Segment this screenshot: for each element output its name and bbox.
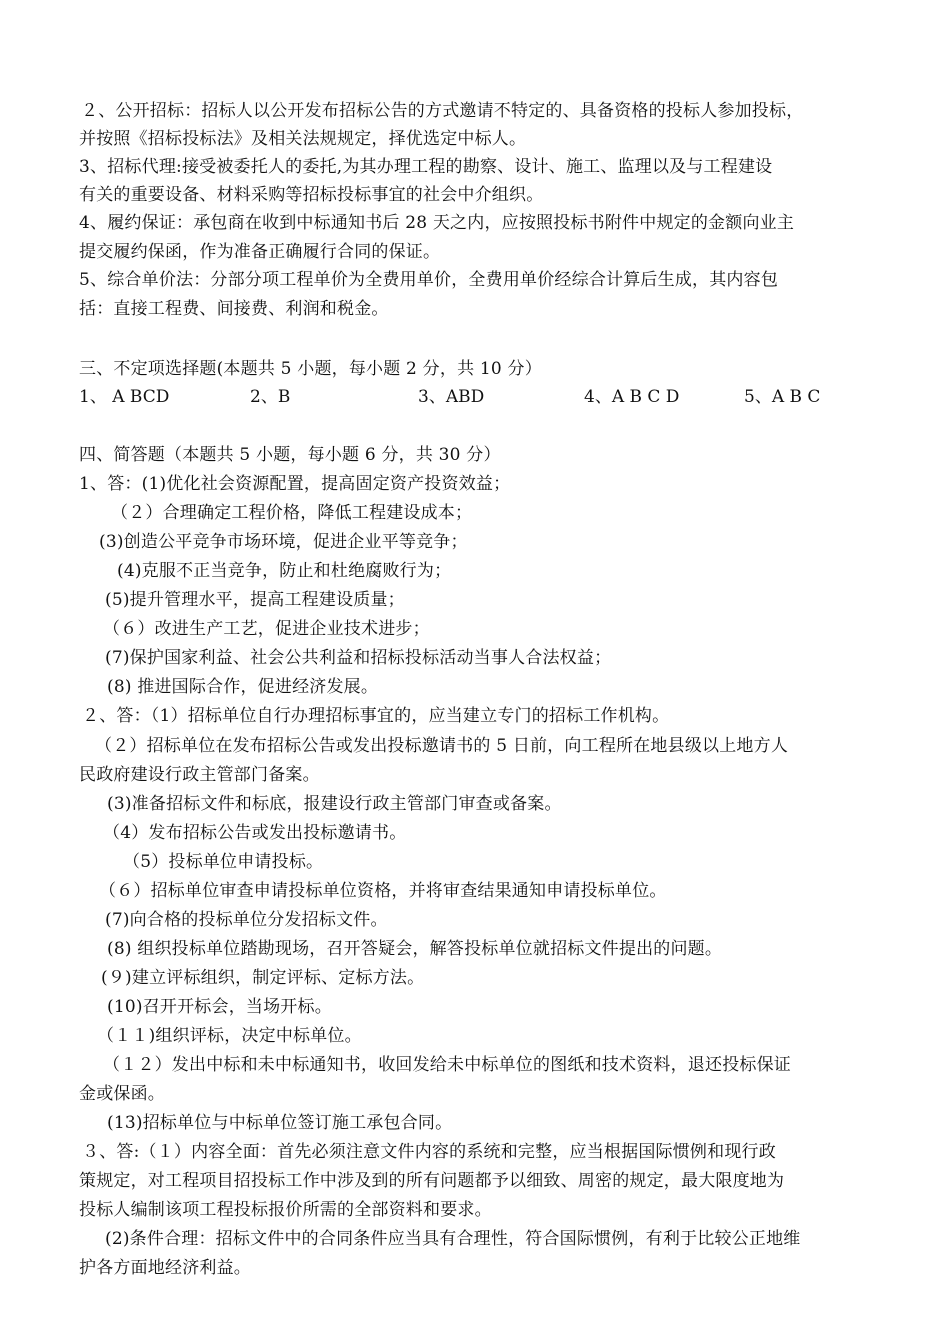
answer-line: (7)保护国家利益、社会公共利益和招标投标活动当事人合法权益；: [105, 648, 612, 668]
answer-item: 3、ABD: [418, 387, 485, 407]
answer-line: （１２）发出中标和未中标通知书，收回发给未中标单位的图纸和技术资料，退还投标保证: [103, 1055, 791, 1075]
answer-line: 金或保函。: [79, 1084, 165, 1104]
answer-item: 4、A B C D: [584, 387, 680, 407]
answer-line: （６）招标单位审查申请投标单位资格，并将审查结果通知申请投标单位。: [99, 881, 667, 901]
answer-line: 投标人编制该项工程投标报价所需的全部资料和要求。: [79, 1200, 492, 1220]
answer-item: 2、B: [250, 387, 291, 407]
answer-line: (10)召开开标会，当场开标。: [107, 997, 332, 1017]
definition-line: 提交履约保函，作为准备正确履行合同的保证。: [79, 242, 441, 262]
definition-line: 有关的重要设备、材料采购等招标投标事宜的社会中介组织。: [79, 185, 544, 205]
definition-line: 5、综合单价法：分部分项工程单价为全费用单价，全费用单价经综合计算后生成，其内容包: [79, 270, 779, 290]
section-heading: 四、简答题（本题共 5 小题，每小题 6 分，共 30 分）: [79, 445, 501, 465]
answer-item: 1、 A BCD: [79, 387, 170, 407]
section-heading: 三、不定项选择题(本题共 5 小题，每小题 2 分，共 10 分）: [79, 359, 542, 379]
answer-line: （６）改进生产工艺，促进企业技术进步；: [103, 619, 430, 639]
answer-line: 1、答：(1)优化社会资源配置，提高固定资产投资效益；: [79, 474, 511, 494]
answer-line: （4）发布招标公告或发出投标邀请书。: [103, 823, 407, 843]
answer-line: 民政府建设行政主管部门备案。: [79, 765, 320, 785]
answer-line: （２）合理确定工程价格，降低工程建设成本；: [111, 503, 473, 523]
answer-line: (7)向合格的投标单位分发招标文件。: [105, 910, 388, 930]
answer-line: (5)提升管理水平，提高工程建设质量；: [105, 590, 405, 610]
answer-line: (2)条件合理：招标文件中的合同条件应当具有合理性，符合国际惯例，有利于比较公正地维: [105, 1229, 801, 1249]
answer-line: (3)创造公平竞争市场环境，促进企业平等竞争；: [99, 532, 468, 552]
answer-line: 策规定，对工程项目招投标工作中涉及到的所有问题都予以细致、周密的规定，最大限度地为: [79, 1171, 785, 1191]
answer-line: (8) 推进国际合作，促进经济发展。: [107, 677, 379, 697]
answer-line: ２、答：（1）招标单位自行办理招标事宜的，应当建立专门的招标工作机构。: [82, 706, 670, 726]
answer-line: (8) 组织投标单位踏勘现场，召开答疑会，解答投标单位就招标文件提出的问题。: [107, 939, 723, 959]
answer-line: （２）招标单位在发布招标公告或发出投标邀请书的 5 日前，向工程所在地县级以上地方人: [95, 736, 789, 756]
answer-line: （１１)组织评标，决定中标单位。: [97, 1026, 362, 1046]
answer-line: 护各方面地经济利益。: [79, 1258, 251, 1278]
answer-item: 5、A B C: [744, 387, 821, 407]
answer-line: (3)准备招标文件和标底，报建设行政主管部门审查或备案。: [107, 794, 562, 814]
answer-line: ３、答:（１）内容全面：首先必须注意文件内容的系统和完整，应当根据国际惯例和现行政: [82, 1142, 776, 1162]
definition-line: 3、招标代理:接受被委托人的委托,为其办理工程的勘察、设计、施工、监理以及与工程建设: [79, 157, 773, 177]
answer-line: (９)建立评标组织，制定评标、定标方法。: [101, 968, 425, 988]
answer-line: (4)克服不正当竞争，防止和杜绝腐败行为；: [117, 561, 452, 581]
definition-line: 4、履约保证：承包商在收到中标通知书后 28 天之内，应按照投标书附件中规定的金额向业主: [79, 213, 795, 233]
answer-line: (13)招标单位与中标单位签订施工承包合同。: [107, 1113, 453, 1133]
definition-line: ２、公开招标：招标人以公开发布招标公告的方式邀请不特定的、具备资格的投标人参加投标，: [81, 101, 804, 121]
definition-line: 并按照《招标投标法》及相关法规规定，择优选定中标人。: [79, 129, 527, 149]
answer-line: （5）投标单位申请投标。: [123, 852, 324, 872]
definition-line: 括：直接工程费、间接费、利润和税金。: [79, 299, 389, 319]
